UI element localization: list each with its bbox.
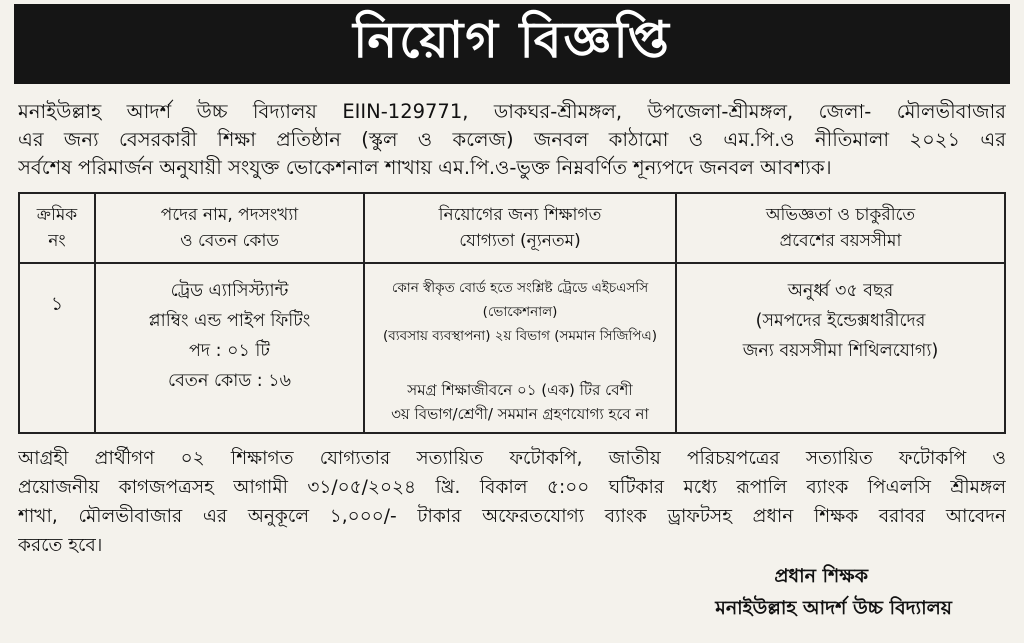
signatory-institution: মনাইউল্লাহ আদর্শ উচ্চ বিদ্যালয় <box>715 597 952 619</box>
header-qualification-line: যোগ্যতা (ন্যূনতম) <box>459 231 581 251</box>
table-header-row <box>19 193 1005 263</box>
cell-serial: ১ <box>19 263 95 433</box>
header-post-line: ও বেতন কোড <box>180 231 279 251</box>
age-note-line: জন্য বয়সসীমা শিথিলযোগ্য) <box>742 341 939 361</box>
notice-title: নিয়োগ বিজ্ঞপ্তি <box>353 9 671 69</box>
cell-post <box>95 263 364 433</box>
intro-line: সর্বশেষ পরিমার্জন অনুযায়ী সংযুক্ত ভোকেশনাল শাখায় এম.পি.ও-ভুক্ত নিম্নবর্ণিত শূন্যপদে জনবল আবশ্যক। <box>18 156 832 179</box>
header-serial <box>19 193 95 263</box>
header-age-line: প্রবেশের বয়সসীমা <box>779 231 902 251</box>
age-note-line: (সমপদের ইন্ডেক্সধারীদের <box>755 311 926 331</box>
vacancy-table <box>18 192 1006 434</box>
header-qualification-line: নিয়োগের জন্য শিক্ষাগত <box>438 205 602 225</box>
header-serial-line: নং <box>48 231 66 251</box>
cell-qualification <box>364 263 676 433</box>
post-count: পদ : ০১ টি <box>189 341 270 361</box>
post-name: ট্রেড এ্যাসিস্ট্যান্ট <box>170 281 289 301</box>
cell-age <box>676 263 1005 433</box>
qualification-line: (ব্যবসায় ব্যবস্থাপনা) ২য় বিভাগ (সমমান সিজিপিএ) <box>382 328 657 344</box>
header-age-line: অভিজ্ঞতা ও চাকুরীতে <box>765 205 916 225</box>
post-pay-code: বেতন কোড : ১৬ <box>167 371 292 391</box>
table-row <box>19 263 1005 433</box>
instruction-line: শাখা, মৌলভীবাজার এর অনুকূলে ১,০০০/- টাকার অফেরতযোগ্য ব্যাংক ড্রাফটসহ প্রধান শিক্ষক বরাবর আবেদন <box>18 506 1006 527</box>
header-qualification <box>364 193 676 263</box>
qualification-note-line: সমগ্র শিক্ষাজীবনে ০১ (এক) টির বেশী <box>407 381 633 399</box>
qualification-note-line: ৩য় বিভাগ/শ্রেণী/ সমমান গ্রহণযোগ্য হবে না <box>391 405 649 423</box>
qualification-line: কোন স্বীকৃত বোর্ড হতে সংশ্লিষ্ট ট্রেডে এইচএসসি (ভোকেশনাল) <box>391 280 649 320</box>
post-trade: প্লাম্বিং এন্ড পাইপ ফিটিং <box>148 311 311 331</box>
instruction-line: আগ্রহী প্রার্থীগণ ০২ শিক্ষাগত যোগ্যতার সত্যায়িত ফটোকপি, জাতীয় পরিচয়পত্রের সত্যায়িত ফটোকপি ও <box>18 448 1006 469</box>
signature-block <box>715 560 952 624</box>
header-post-line: পদের নাম, পদসংখ্যা <box>160 205 299 225</box>
header-serial-line: ক্রমিক <box>36 205 78 225</box>
signatory-title: প্রধান শিক্ষক <box>774 565 868 587</box>
instruction-line: প্রয়োজনীয় কাগজপত্রসহ আগামী ৩১/০৫/২০২৪ খ্রি. বিকাল ৫:০০ ঘটিকার মধ্যে রূপালি ব্যাংক পিএলসি শ্রীমঙ্গল <box>18 477 1006 498</box>
notice-title-bar <box>14 4 1010 84</box>
intro-paragraph <box>18 98 1006 182</box>
intro-line: এর জন্য বেসরকারী শিক্ষা প্রতিষ্ঠান (স্কুল ও কলেজ) জনবল কাঠামো ও এম.পি.ও নীতিমালা ২০২১ এর <box>18 128 1006 151</box>
intro-line: মনাইউল্লাহ আদর্শ উচ্চ বিদ্যালয় EIIN-129771, ডাকঘর-শ্রীমঙ্গল, উপজেলা-শ্রীমঙ্গল, জেলা- মৌলভীবাজার <box>18 100 1006 123</box>
header-age <box>676 193 1005 263</box>
age-limit: অনুর্ধ্ব ৩৫ বছর <box>787 281 894 301</box>
instruction-line: করতে হবে। <box>18 535 103 556</box>
header-post <box>95 193 364 263</box>
application-instructions <box>18 444 1006 560</box>
